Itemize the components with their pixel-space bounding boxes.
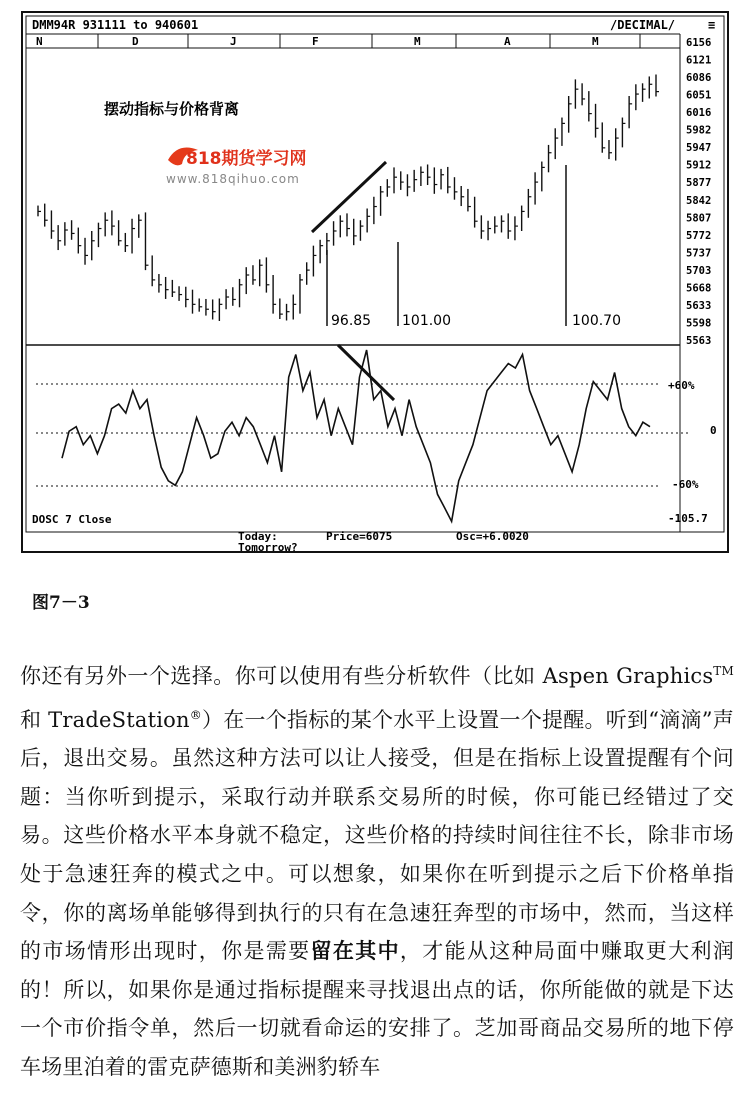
month-label-6: M bbox=[592, 35, 599, 48]
price-axis-label-7: 5912 bbox=[686, 159, 712, 172]
figure-caption: 图7－3 bbox=[32, 593, 90, 613]
month-label-3: F bbox=[312, 35, 319, 48]
price-axis-label-3: 6051 bbox=[686, 89, 712, 102]
osc-axis-label-zero: 0 bbox=[710, 424, 717, 437]
price-axis-label-13: 5703 bbox=[686, 264, 712, 277]
price-axis-label-10: 5807 bbox=[686, 212, 712, 225]
month-label-1: D bbox=[132, 35, 139, 48]
month-label-0: N bbox=[36, 35, 43, 48]
peak-label-1: 96.85 bbox=[331, 313, 372, 329]
body-seg-3: ）在一个指标的某个水平上设置一个提醒。听到“滴滴”声后，退出交易。虽然这种方法可以让人接受，但是在指标上设置提醒有个问题：当你听到提示，采取行动并联系交易所的时候，你可能已经错过了交易。这些价格水平本身就不稳定，这些价格的持续时间往往不长，除非市场处于急速狂奔的模式之中。可以想象，如果你在听到提示之后下价格单指令，你的离场单能够得到执行的只有在急速狂奔型的市场中，然而，当这样的市场情形出现时，你是需要 bbox=[20, 707, 734, 964]
body-seg-2: 和 TradeStation bbox=[20, 707, 190, 732]
chart-outer-frame bbox=[22, 12, 728, 552]
month-label-5: A bbox=[504, 35, 511, 48]
price-axis-label-6: 5947 bbox=[686, 142, 712, 155]
body-seg-4: ，才能从这种局面中赚取更大利润的！所以，如果你是通过指标提醒来寻找退出点的话，你所能做的就是下达一个市价指令单，然后一切就看命运的安排了。芝加哥商品交易所的地下停车场里泊着的雷克萨德斯和美洲豹轿车 bbox=[20, 939, 734, 1079]
indicator-label: DOSC 7 Close bbox=[32, 513, 112, 526]
trademark-tm: TM bbox=[713, 664, 734, 678]
price-axis-label-9: 5842 bbox=[686, 194, 712, 207]
price-axis-label-0: 6156 bbox=[686, 37, 712, 49]
price-axis-label-1: 6121 bbox=[686, 54, 712, 67]
price-axis-label-17: 5563 bbox=[686, 335, 712, 347]
price-axis-label-15: 5633 bbox=[686, 299, 712, 312]
price-axis-label-8: 5877 bbox=[686, 177, 712, 190]
body-text bbox=[20, 652, 734, 1087]
month-label-4: M bbox=[414, 35, 421, 48]
status-tomorrow: Tomorrow? bbox=[238, 541, 298, 554]
chart-corner-glyph: ≡ bbox=[708, 18, 716, 32]
price-axis-label-12: 5737 bbox=[686, 247, 712, 260]
status-price: Price=6075 bbox=[326, 530, 393, 543]
chart-title: DMM94R 931111 to 940601 bbox=[32, 18, 199, 32]
price-axis-label-11: 5772 bbox=[686, 229, 712, 242]
watermark bbox=[166, 148, 307, 186]
price-axis-label-14: 5668 bbox=[686, 282, 712, 295]
trademark-r: ® bbox=[189, 707, 202, 722]
osc-axis-label-min: -105.7 bbox=[668, 512, 708, 525]
watermark-site: 818期货学习网 bbox=[186, 149, 307, 169]
status-osc: Osc=+6.0020 bbox=[456, 530, 529, 543]
price-axis-label-2: 6086 bbox=[686, 72, 712, 85]
chart-mode: /DECIMAL/ bbox=[610, 18, 676, 32]
peak-label-2: 101.00 bbox=[402, 313, 451, 329]
body-seg-1: 你还有另外一个选择。你可以使用有些分析软件（比如 Aspen Graphics bbox=[20, 664, 714, 688]
price-axis-label-5: 5982 bbox=[686, 124, 712, 137]
month-label-2: J bbox=[230, 35, 237, 48]
price-axis-label-16: 5598 bbox=[686, 317, 712, 330]
peak-label-3: 100.70 bbox=[572, 313, 621, 329]
watermark-url: www.818qihuo.com bbox=[166, 172, 300, 186]
osc-axis-label-minus60: -60% bbox=[672, 478, 699, 491]
annotation-title: 摆动指标与价格背离 bbox=[104, 100, 240, 118]
body-bold: 留在其中 bbox=[310, 938, 400, 964]
price-axis-label-4: 6016 bbox=[686, 107, 712, 120]
osc-axis-label-plus60: +60% bbox=[668, 379, 695, 392]
status-today: Today: bbox=[238, 530, 278, 543]
body-paragraph bbox=[20, 652, 734, 1087]
